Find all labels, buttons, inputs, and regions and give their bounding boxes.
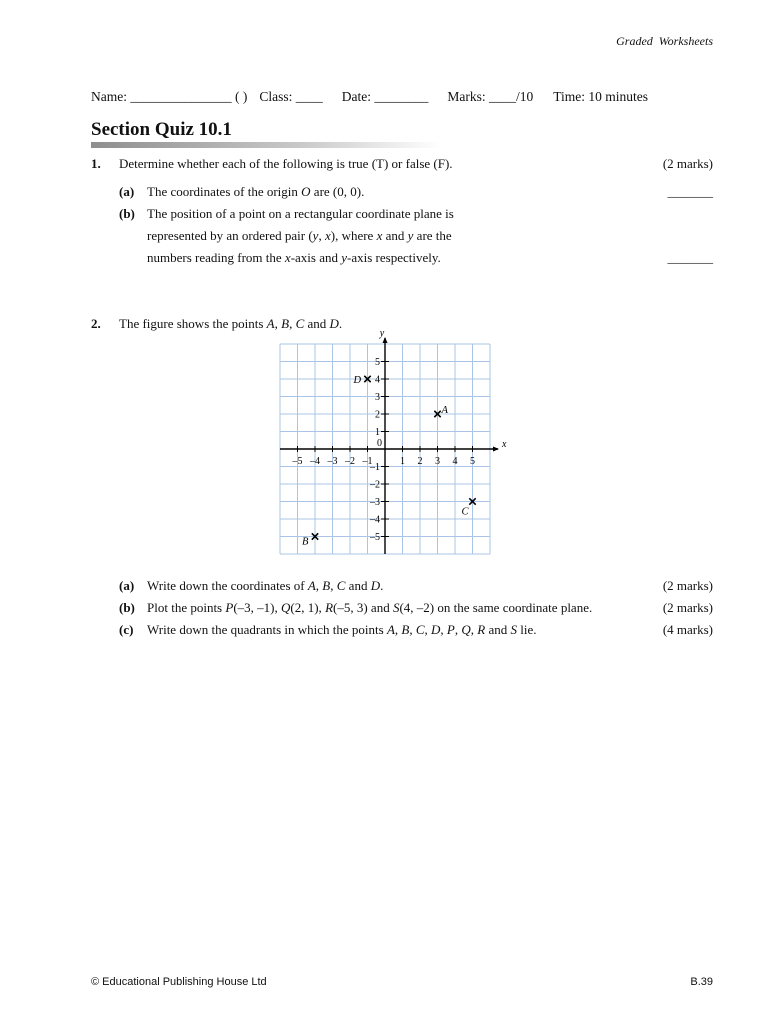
title-underline bbox=[91, 142, 441, 148]
point-label-b: B bbox=[302, 536, 309, 548]
footer-page-number: B.39 bbox=[690, 976, 713, 988]
question-1a-label: (a) bbox=[119, 184, 135, 199]
question-2b-marks: (2 marks) bbox=[662, 600, 713, 615]
name-field[interactable]: Name: _______________ ( ) bbox=[91, 89, 248, 104]
coordinate-plane-figure bbox=[272, 328, 507, 560]
question-2-stem: The figure shows the points A, B, C and D. bbox=[119, 316, 343, 331]
question-1b-answer-blank[interactable]: _______ bbox=[667, 250, 713, 265]
point-label-a: A bbox=[441, 405, 448, 416]
student-info-row bbox=[91, 89, 648, 105]
y-axis-label: y bbox=[379, 328, 385, 339]
section-title: Section Quiz 10.1 bbox=[91, 119, 232, 140]
class-field[interactable]: Class: ____ bbox=[259, 89, 323, 104]
x-tick-label: –5 bbox=[292, 456, 303, 467]
x-tick-label: 1 bbox=[400, 456, 405, 467]
y-tick-label: 3 bbox=[375, 392, 380, 403]
question-2c-label: (c) bbox=[119, 622, 134, 637]
question-2a-marks: (2 marks) bbox=[662, 578, 713, 593]
worksheet-series-header: Graded Worksheets bbox=[616, 34, 713, 48]
marks-field: Marks: ____/10 bbox=[447, 89, 534, 104]
question-1-stem: Determine whether each of the following is true (T) or false (F). bbox=[119, 156, 453, 171]
time-limit: Time: 10 minutes bbox=[553, 89, 649, 104]
question-2a-label: (a) bbox=[119, 578, 135, 593]
question-1-marks: (2 marks) bbox=[662, 156, 713, 171]
y-tick-label: –1 bbox=[370, 462, 380, 473]
question-1-number: 1. bbox=[91, 156, 101, 171]
question-2c-text: Write down the quadrants in which the points A, B, C, D, P, Q, R and S lie. bbox=[147, 622, 537, 637]
x-tick-label: –3 bbox=[327, 456, 338, 467]
point-label-d: D bbox=[353, 375, 362, 386]
y-tick-label: 4 bbox=[375, 374, 380, 386]
y-tick-label: 1 bbox=[375, 427, 380, 438]
date-field[interactable]: Date: ________ bbox=[341, 89, 429, 104]
question-1b-line-1: The position of a point on a rectangular coordinate plane is bbox=[147, 206, 454, 221]
x-tick-label: 2 bbox=[417, 456, 423, 467]
footer-publisher: © Educational Publishing House Ltd bbox=[91, 976, 267, 988]
y-tick-label: –2 bbox=[370, 479, 380, 491]
question-2a-text: Write down the coordinates of A, B, C and D. bbox=[147, 578, 384, 593]
x-tick-label: 3 bbox=[435, 456, 440, 467]
origin-label: 0 bbox=[377, 438, 382, 449]
question-1a-text: The coordinates of the origin O are (0, 0). bbox=[147, 184, 365, 199]
x-tick-label: –1 bbox=[362, 456, 373, 467]
y-tick-label: 5 bbox=[375, 357, 380, 368]
y-tick-label: 2 bbox=[375, 409, 380, 421]
question-2b-text: Plot the points P(–3, –1), Q(2, 1), R(–5, 3) and S(4, –2) on the same coordinate plane. bbox=[147, 600, 593, 615]
x-tick-label: 5 bbox=[470, 456, 475, 467]
x-tick-label: –4 bbox=[310, 456, 320, 467]
question-2b-label: (b) bbox=[119, 600, 135, 615]
question-2c-marks: (4 marks) bbox=[662, 622, 713, 637]
x-tick-label: 4 bbox=[452, 456, 458, 467]
x-axis-arrow bbox=[493, 447, 499, 452]
x-tick-label: –2 bbox=[345, 456, 355, 467]
y-tick-label: –3 bbox=[370, 497, 380, 508]
question-1b-line-2: represented by an ordered pair (y, x), where x and y are the bbox=[147, 228, 452, 243]
question-1b-label: (b) bbox=[119, 206, 135, 221]
point-label-c: C bbox=[461, 506, 469, 518]
question-1a-answer-blank[interactable]: _______ bbox=[667, 184, 713, 199]
x-axis-label: x bbox=[502, 439, 507, 450]
y-tick-label: –5 bbox=[370, 532, 380, 543]
y-tick-label: –4 bbox=[370, 514, 380, 526]
question-1b-line-3: numbers reading from the x-axis and y-axis respectively. bbox=[147, 250, 441, 265]
question-2-number: 2. bbox=[91, 316, 101, 331]
